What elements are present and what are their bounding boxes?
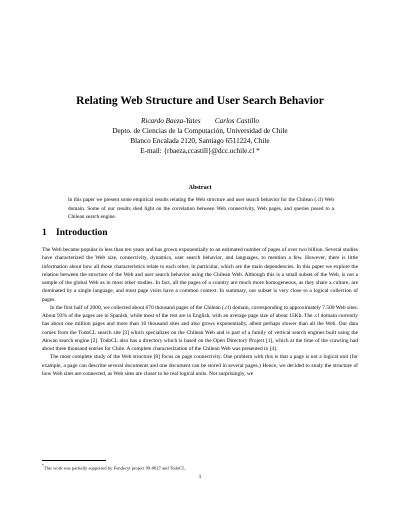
author-block <box>0 116 400 156</box>
paragraph: The Web became popular in less than ten years and has grown exponentially to an estimated number of pages of over two billion. Several studies have characterized the Web size, connectivity, dynamics, user search behavior, and languages, to mention a few. However, there is little information about how all those characteristics relate to each other, in particular, which are the main dependencies. In this paper we explore the relation between the structure of the Web and user search behavior using the Chilean Web. Although this is a small subset of the Web, is not a sample of the global Web as in most other studies. In fact, all the pages of a country are much more homogeneous, as they share a culture, are dominated by a single language, and most page visits have a common context. In summary, our subset is very close to a logical collection of pages. <box>42 247 358 303</box>
paper-title: Relating Web Structure and User Search Behavior <box>76 95 324 107</box>
footnote <box>42 463 358 472</box>
page-number: 1 <box>198 474 202 480</box>
author-names: Ricardo Baeza-Yates Carlos Castillo <box>140 117 260 125</box>
section-number: 1 <box>42 228 47 238</box>
section-title: Introduction <box>56 228 108 238</box>
footnote-divider <box>42 460 106 461</box>
section-heading <box>42 228 108 238</box>
abstract-heading: Abstract <box>188 184 212 191</box>
footnote-text: This work was partially supported by Fondecyt project 99-0627 and TodoCL. <box>43 465 187 471</box>
email: E-mail: {rbaeza,ccastill}@dcc.uchile.cl * <box>140 147 260 155</box>
address: Blanco Encalada 2120, Santiago 6511224, Chile <box>130 137 270 145</box>
paragraph: The most complete study of the Web structure [8] focus on page connectivity. One problem with this is that a page is not a logical unit (for example, a page can describe several documents and one document can be stored in several pages.) Hence, we decided to study the structure of how Web sites are connected, as Web sites are closer to be real logical units. Not surprisingly, we <box>42 354 358 377</box>
paragraph: In the first half of 2000, we collected about 670 thousand pages of the Chilean (.cl) domain, corresponding to approximately 7.500 Web sites. About 93% of the pages are in Spanish, while most of the rest are in English, with an average page size of about 15Kb. The .cl domain currently has about one million pages and more than 10 thousand sites and also grows exponentially, albeit perhaps slower than all the Web. Our data comes from the TodoCL search site [3] which specializes on the Chilean Web and is part of a family of vertical search engines built using the Akwan search engine [2]. TodoCL also has a directory which is based on the Open Directory Project [1], which at the time of the crawling had about three thousand entries for Chile. A complete characterization of the Chilean Web was presented in [4]. <box>42 304 358 352</box>
abstract-text: In this paper we present some empirical results relating the Web structure and user search behavior for the Chilean (.cl) Web domain. Some of our results shed light on the correlation between Web connectivity, Web pages, and queries posed to a Chilean search engine. <box>68 197 334 221</box>
footnote-marker: * <box>42 464 44 468</box>
body-text <box>42 246 358 378</box>
affiliation: Depto. de Ciencias de la Computación, Universidad de Chile <box>112 127 288 135</box>
